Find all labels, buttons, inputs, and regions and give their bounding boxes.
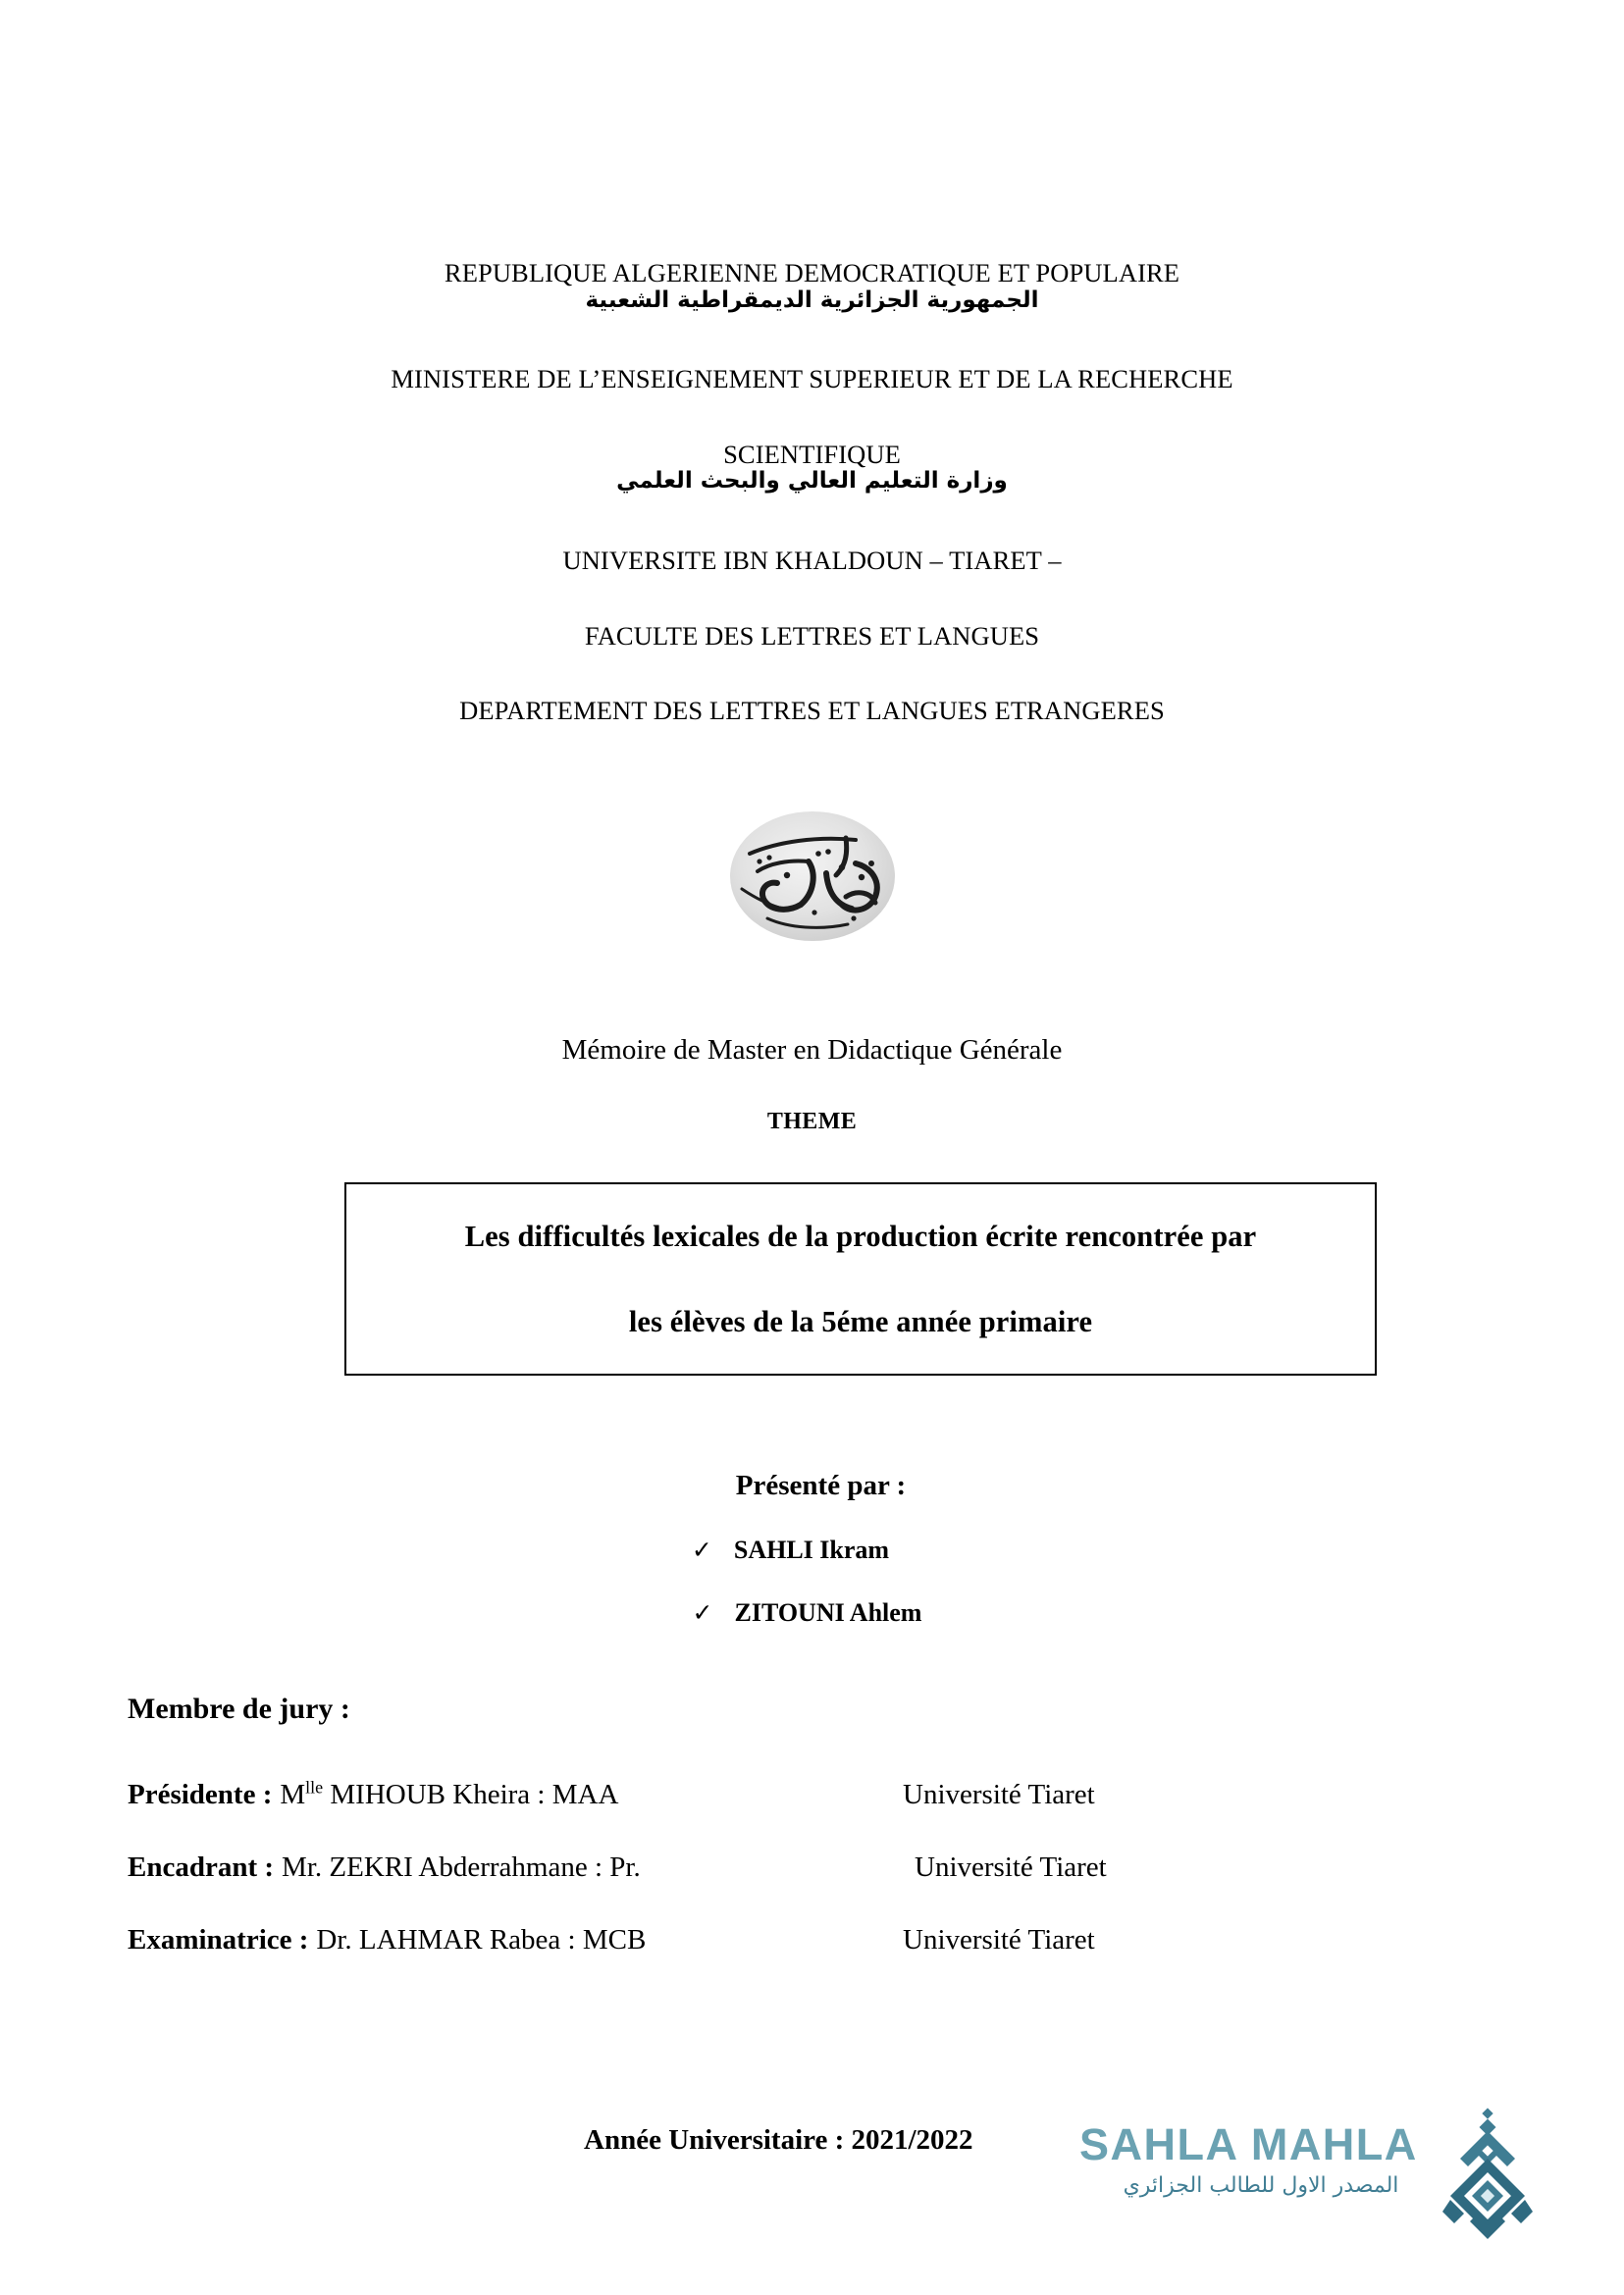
jury-role-label: Encadrant : [128, 1852, 275, 1883]
jury-affiliation: Université Tiaret [915, 1852, 1107, 1883]
author-name: ZITOUNI Ahlem [734, 1598, 922, 1627]
header-line-university: UNIVERSITE IBN KHALDOUN – TIARET – [562, 546, 1062, 575]
jury-member-name: Dr. LAHMAR Rabea : MCB [316, 1924, 647, 1956]
jury-affiliation: Université Tiaret [903, 1779, 1095, 1810]
jury-members-list [128, 1777, 1433, 1956]
header-line-ministry-fr-1: MINISTERE DE L’ENSEIGNEMENT SUPERIEUR ET DE LA RECHERCHE [391, 364, 1233, 394]
header-line-republic-ar: الجمهورية الجزائرية الديمقراطية الشعبية [585, 287, 1039, 313]
author-item [0, 1600, 1624, 1626]
institutional-header [0, 260, 1624, 724]
watermark-tagline-ar: المصدر الاول للطالب الجزائري [1123, 2173, 1399, 2198]
thesis-title-line-1: Les difficultés lexicales de la production écrite rencontrée par [464, 1219, 1257, 1253]
thesis-title-box [344, 1182, 1377, 1376]
watermark-brand-name: SAHLA MAHLA [1079, 2119, 1418, 2169]
university-emblem-icon [699, 803, 926, 950]
academic-year-line: Année Universitaire : 2021/2022 [584, 2124, 973, 2156]
sahla-mahla-diamond-logo-icon [1441, 2108, 1535, 2240]
watermark-text-block [1079, 2119, 1442, 2199]
presented-by-section [0, 1472, 1624, 1626]
university-emblem-container [0, 803, 1624, 955]
check-icon: ✓ [692, 1598, 713, 1627]
sahla-mahla-watermark [1079, 2108, 1531, 2255]
jury-name-suffix: lle [305, 1777, 324, 1798]
thesis-title-line-2: les élèves de la 5éme année primaire [628, 1305, 1093, 1338]
author-name: SAHLI Ikram [733, 1536, 890, 1564]
jury-role-label: Présidente : [128, 1779, 273, 1810]
jury-member-row [128, 1777, 1433, 1810]
author-item [0, 1538, 1624, 1563]
jury-member-name [280, 1777, 619, 1810]
header-line-republic-fr: REPUBLIQUE ALGERIENNE DEMOCRATIQUE ET POPULAIRE [444, 258, 1180, 287]
jury-member-row [128, 1926, 1433, 1955]
check-icon: ✓ [691, 1536, 712, 1564]
jury-name-prefix: M [280, 1779, 306, 1810]
header-line-faculty: FACULTE DES LETTRES ET LANGUES [584, 620, 1040, 651]
presented-by-heading: Présenté par : [735, 1470, 907, 1501]
jury-member-name: Mr. ZEKRI Abderrahmane : Pr. [282, 1852, 641, 1883]
theme-label: THEME [766, 1109, 858, 1134]
jury-affiliation: Université Tiaret [903, 1924, 1095, 1956]
jury-role-label: Examinatrice : [128, 1924, 309, 1956]
header-line-department: DEPARTEMENT DES LETTRES ET LANGUES ETRANGERES [459, 696, 1165, 725]
header-line-ministry-ar: وزارة التعليم العالي والبحث العلمي [616, 468, 1008, 495]
header-line-ministry-fr-2: SCIENTIFIQUE [723, 439, 901, 469]
jury-heading: Membre de jury : [128, 1693, 350, 1725]
jury-member-row [128, 1853, 1433, 1882]
degree-line: Mémoire de Master en Didactique Générale [561, 1034, 1063, 1066]
jury-name-rest: MIHOUB Kheira : MAA [323, 1779, 619, 1810]
